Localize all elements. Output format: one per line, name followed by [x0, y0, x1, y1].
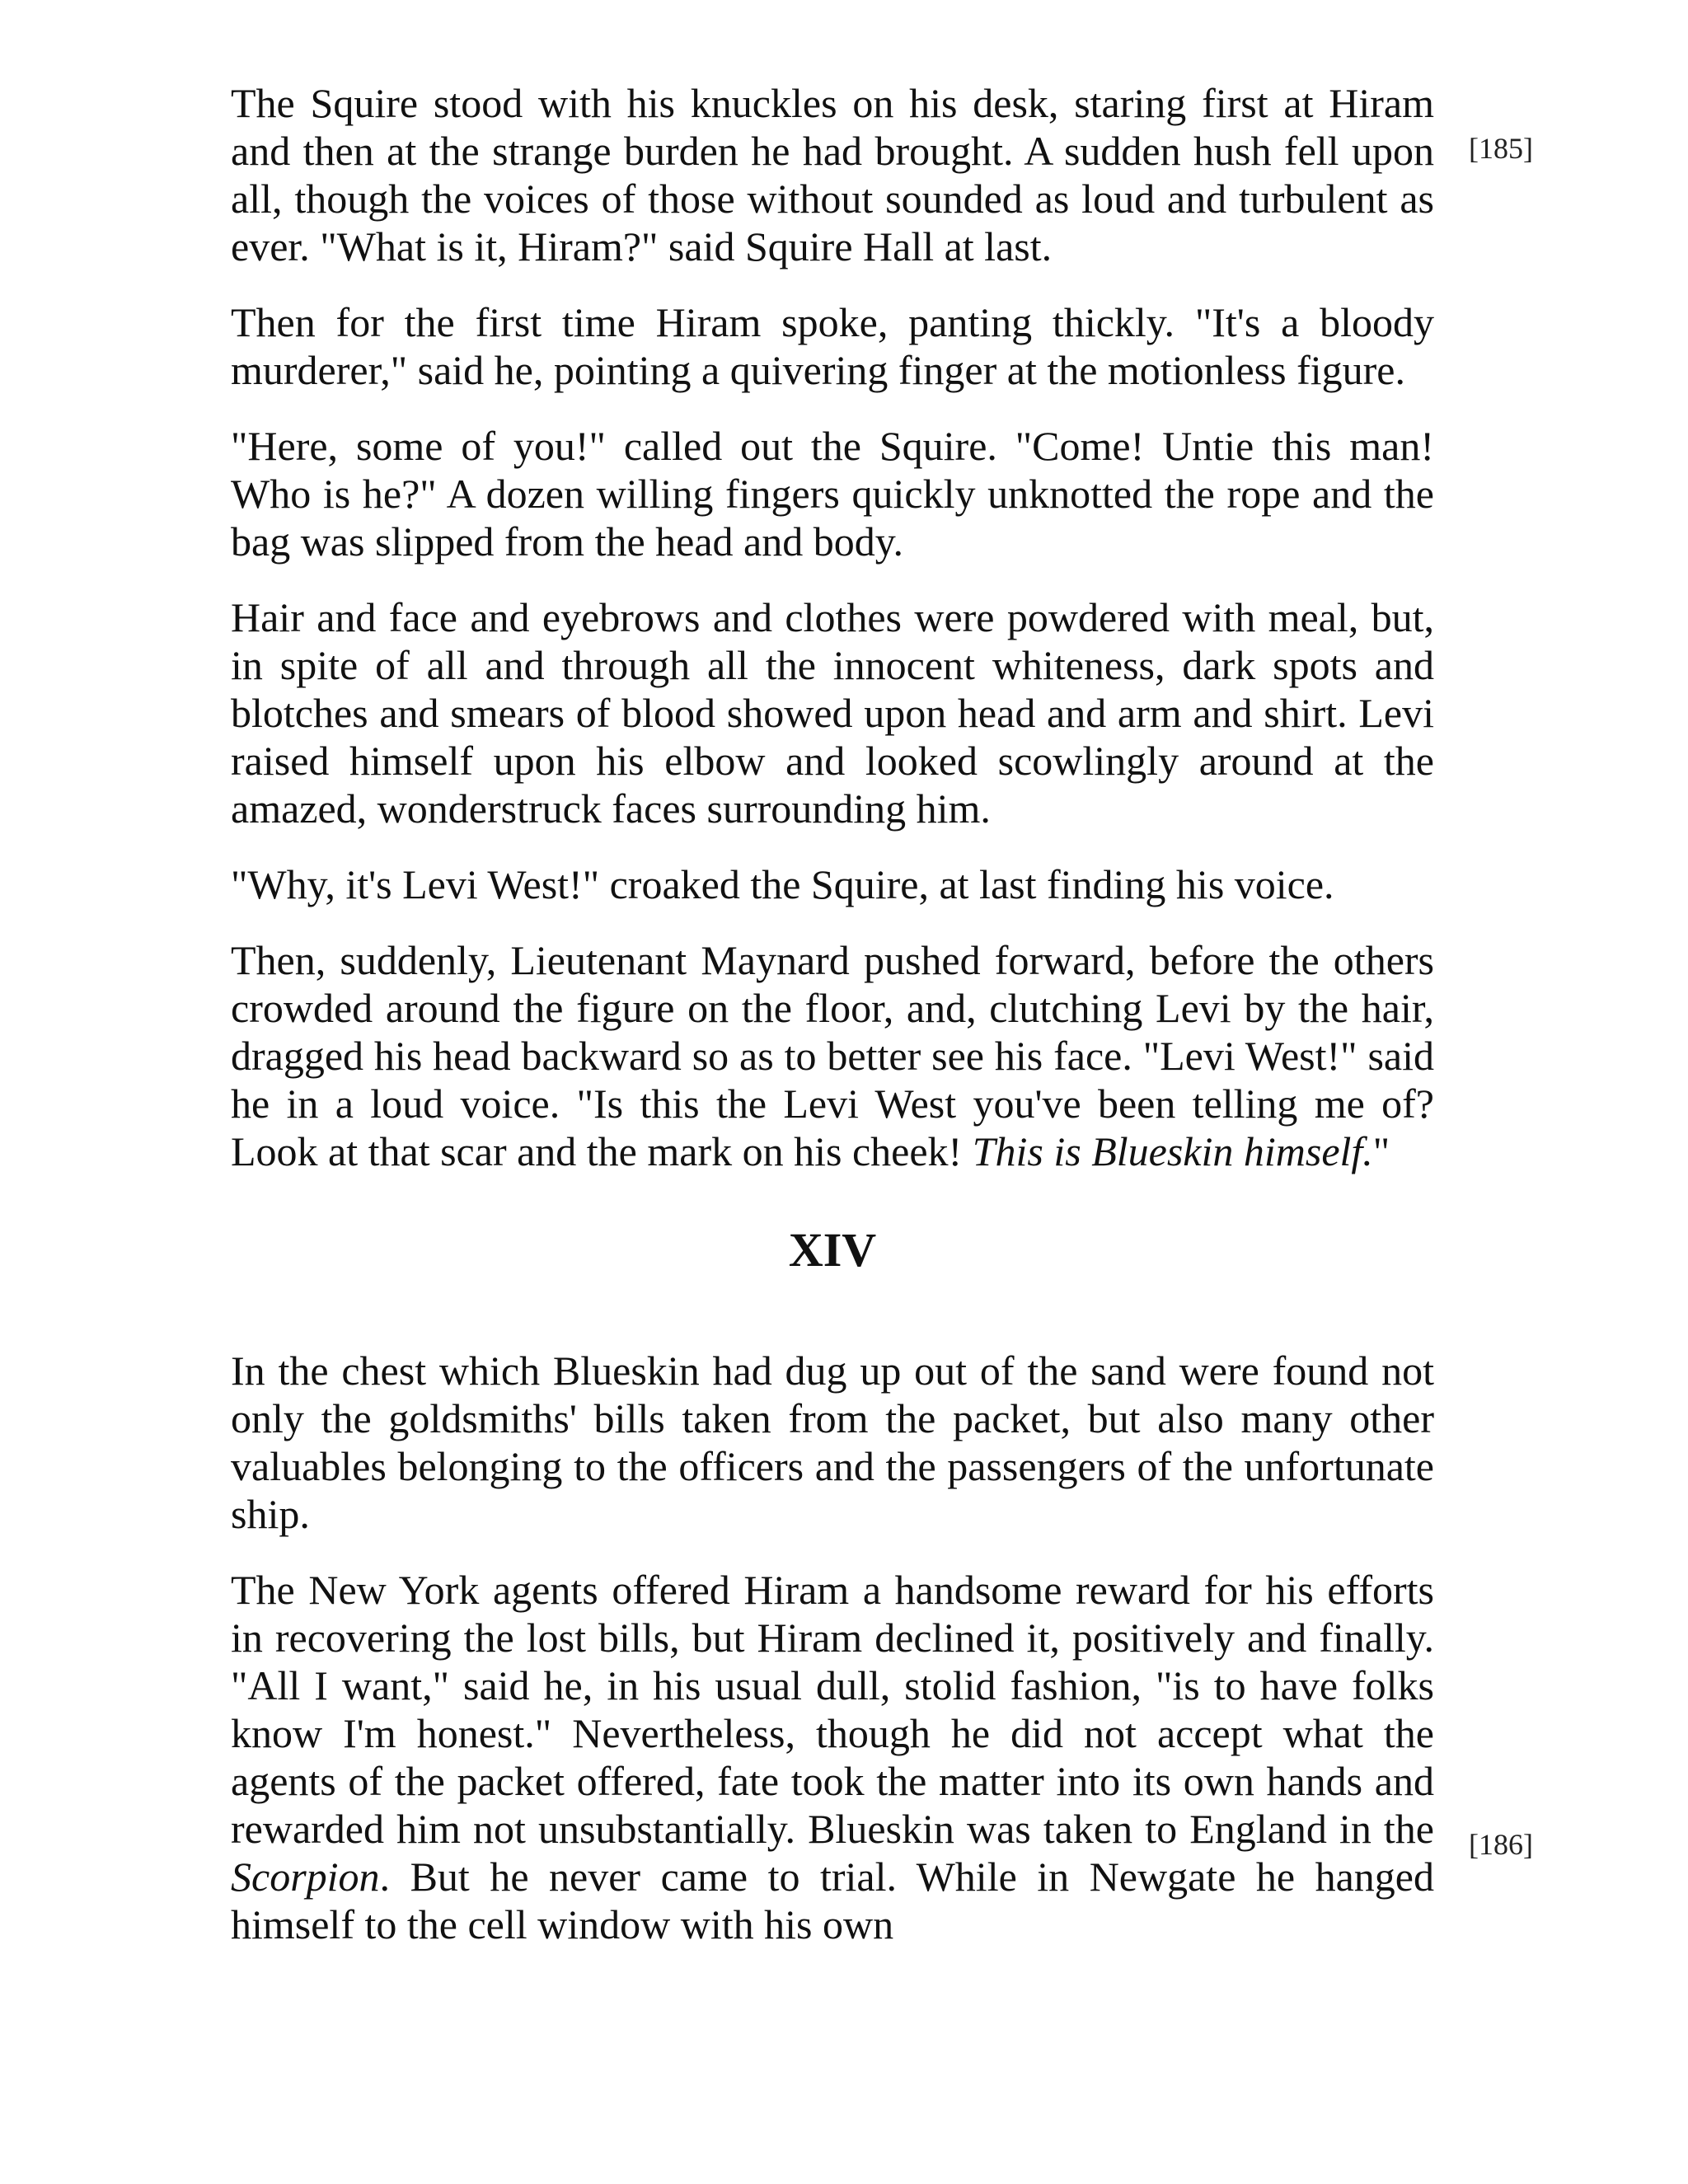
paragraph-reward	[231, 1566, 1434, 1948]
paragraph-reward-text-before: The New York agents offered Hiram a handsome reward for his efforts in recovering the lost bills, but Hiram declined it, positively and finally. "All I want," said he, in his usual dull, stolid fashion, "is to have folks know I'm honest." Nevertheless, though he did not accept what the agents of the packet offered, fate took the matter into its own hands and rewarded him not unsubstantially. Blueskin was taken to England in the	[231, 1567, 1434, 1852]
paragraph-powdered-meal: Hair and face and eyebrows and clothes were powdered with meal, but, in spite of all and through all the innocent whiteness, dark spots and blotches and smears of blood showed upon head and arm and shirt. Levi raised himself upon his elbow and looked scowlingly around at the amazed, wonderstruck faces surrounding him.	[231, 594, 1434, 832]
paragraph-maynard	[231, 936, 1434, 1175]
page-number-186: [186]	[1469, 1828, 1533, 1861]
paragraph-chest: In the chest which Blueskin had dug up out of the sand were found not only the goldsmiths' bills taken from the packet, but also many other valuables belonging to the officers and the passengers of the unfortunate ship.	[231, 1347, 1434, 1537]
page-number-185: [185]	[1469, 132, 1533, 165]
paragraph-maynard-italic: This is Blueskin himself.	[972, 1128, 1373, 1174]
paragraph-untie-man: "Here, some of you!" called out the Squire. "Come! Untie this man! Who is he?" A dozen willing fingers quickly unknotted the rope and the bag was slipped from the head and body.	[231, 423, 1434, 565]
paragraph-maynard-closing-quote: "	[1372, 1128, 1390, 1174]
paragraph-levi-west: "Why, it's Levi West!" croaked the Squire, at last finding his voice.	[231, 861, 1334, 907]
book-page-body	[231, 79, 1434, 1976]
chapter-heading: XIV	[788, 1223, 877, 1277]
paragraph-hiram-spoke: Then for the first time Hiram spoke, panting thickly. "It's a bloody murderer," said he, pointing a quivering finger at the motionless figure.	[231, 299, 1434, 393]
ship-name-scorpion: Scorpion	[231, 1854, 380, 1900]
paragraph-squire-stood: The Squire stood with his knuckles on his desk, staring first at Hiram and then at the strange burden he had brought. A sudden hush fell upon all, though the voices of those without sounded as loud and turbulent as ever. "What is it, Hiram?" said Squire Hall at last.	[231, 80, 1434, 269]
paragraph-maynard-text: Then, suddenly, Lieutenant Maynard pushed forward, before the others crowded around the figure on the floor, and, clutching Levi by the hair, dragged his head backward so as to better see his face. "Levi West!" said he in a loud voice. "Is this the Levi West you've been telling me of? Look at that scar and the mark on his cheek!	[231, 937, 1434, 1174]
paragraph-reward-text-after: . But he never came to trial. While in Newgate he hanged himself to the cell window with his own	[231, 1854, 1434, 1947]
